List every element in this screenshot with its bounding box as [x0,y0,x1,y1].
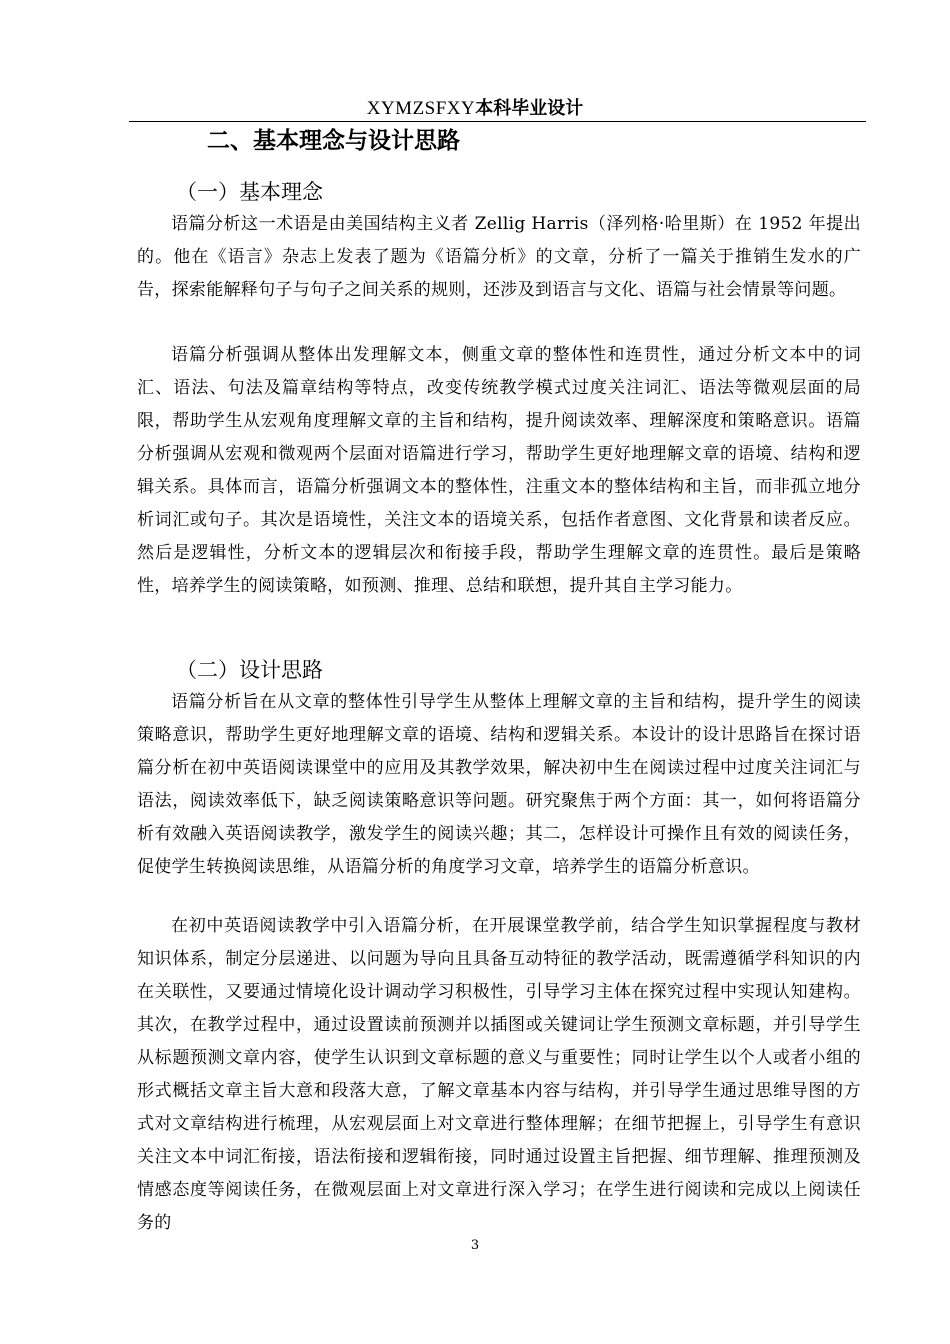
header-code: XYMZSFXY [366,98,476,119]
paragraph: 在初中英语阅读教学中引入语篇分析，在开展课堂教学前，结合学生知识掌握程度与教材知识体系，制定分层递进、以问题为导向且具备互动特征的教学活动，既需遵循学科知识的内在关联性，又要通过情境化设计调动学习积极性，引导学习主体在探究过程中实现认知建构。其次，在教学过程中，通过设置读前预测并以插图或关键词让学生预测文章标题，并引导学生从标题预测文章内容，使学生认识到文章标题的意义与重要性；同时让学生以个人或者小组的形式概括文章主旨大意和段落大意，了解文章基本内容与结构，并引导学生通过思维导图的方式对文章结构进行梳理，从宏观层面上对文章进行整体理解；在细节把握上，引导学生有意识关注文本中词汇衔接，语法衔接和逻辑衔接，同时通过设置主旨把握、细节理解、推理预测及情感态度等阅读任务，在微观层面上对文章进行深入学习；在学生进行阅读和完成以上阅读任务的 [137,916,861,1233]
paragraph: 语篇分析旨在从文章的整体性引导学生从整体上理解文章的主旨和结构，提升学生的阅读策略意识，帮助学生更好地理解文章的语境、结构和逻辑关系。本设计的设计思路旨在探讨语篇分析在初中英语阅读课堂中的应用及其教学效果，解决初中生在阅读过程中过度关注词汇与语法，阅读效率低下，缺乏阅读策略意识等问题。研究聚焦于两个方面：其一，如何将语篇分析有效融入英语阅读教学，激发学生的阅读兴趣；其二，怎样设计可操作且有效的阅读任务，促使学生转换阅读思维，从语篇分析的角度学习文章，培养学生的语篇分析意识。 [137,692,861,877]
header-title: 本科毕业设计 [475,98,584,119]
subsection-heading-design-idea: （二）设计思路 [176,658,323,682]
section-heading: 二、基本理念与设计思路 [207,128,460,154]
subsection-heading-basic-concept: （一）基本理念 [176,180,323,204]
page-number: 3 [470,1238,480,1253]
page-header [0,95,950,122]
paragraph: 语篇分析强调从整体出发理解文本，侧重文章的整体性和连贯性，通过分析文本中的词汇、语法、句法及篇章结构等特点，改变传统教学模式过度关注词汇、语法等微观层面的局限，帮助学生从宏观角度理解文章的主旨和结构，提升阅读效率、理解深度和策略意识。语篇分析强调从宏观和微观两个层面对语篇进行学习，帮助学生更好地理解文章的语境、结构和逻辑关系。具体而言，语篇分析强调文本的整体性，注重文本的整体结构和主旨，而非孤立地分析词汇或句子。其次是语境性，关注文本的语境关系，包括作者意图、文化背景和读者反应。然后是逻辑性，分析文本的逻辑层次和衔接手段，帮助学生理解文章的连贯性。最后是策略性，培养学生的阅读策略，如预测、推理、总结和联想，提升其自主学习能力。 [137,345,861,596]
header-rule [129,121,866,122]
paragraph: 语篇分析这一术语是由美国结构主义者 Zellig Harris（泽列格·哈里斯）在 1952 年提出的。他在《语言》杂志上发表了题为《语篇分析》的文章，分析了一篇关于推销生发水的广告，探索能解释句子与句子之间关系的规则，还涉及到语言与文化、语篇与社会情景等问题。 [137,214,861,300]
